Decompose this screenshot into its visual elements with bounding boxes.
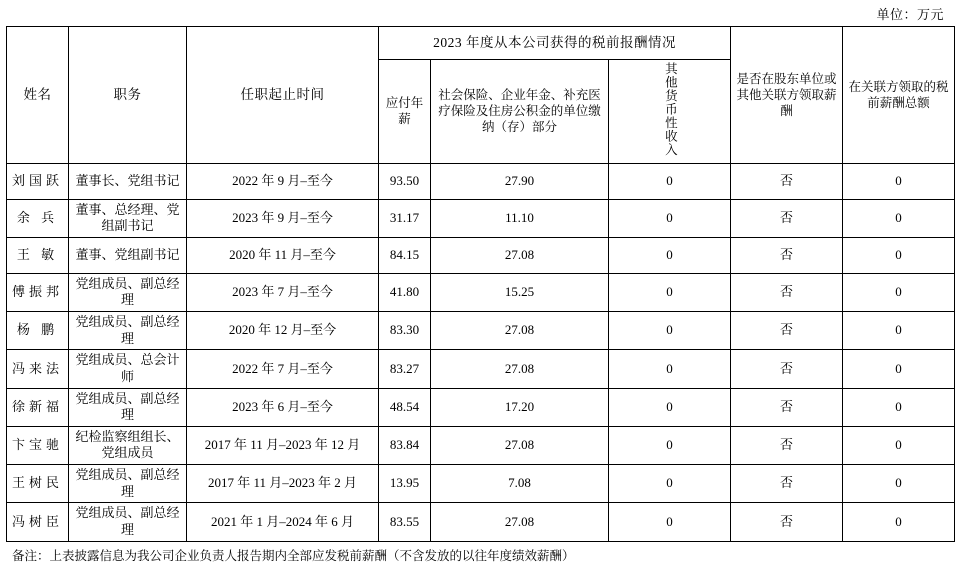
cell-insurance: 27.08 — [431, 312, 609, 350]
cell-shareholder: 否 — [731, 350, 843, 388]
cell-title: 党组成员、总会计师 — [69, 350, 187, 388]
cell-salary: 84.15 — [379, 237, 431, 273]
table-row — [7, 503, 955, 541]
table-header — [7, 27, 955, 164]
cell-shareholder: 否 — [731, 312, 843, 350]
cell-title: 党组成员、副总经理 — [69, 388, 187, 426]
cell-other: 0 — [609, 350, 731, 388]
cell-other: 0 — [609, 503, 731, 541]
table-row — [7, 426, 955, 464]
column-header-other-income-text: 其他货币性收入 — [663, 62, 677, 157]
cell-other: 0 — [609, 163, 731, 199]
cell-name: 王 敏 — [7, 237, 69, 273]
cell-period: 2021 年 1 月–2024 年 6 月 — [187, 503, 379, 541]
cell-title: 董事长、党组书记 — [69, 163, 187, 199]
table-footnote: 备注：上表披露信息为我公司企业负责人报告期内全部应发税前薪酬（不含发放的以往年度绩效薪酬） — [6, 542, 954, 565]
column-header-title: 职务 — [69, 27, 187, 164]
cell-other: 0 — [609, 426, 731, 464]
cell-period: 2022 年 9 月–至今 — [187, 163, 379, 199]
table-row — [7, 465, 955, 503]
cell-name: 王树民 — [7, 465, 69, 503]
cell-other: 0 — [609, 388, 731, 426]
cell-salary: 41.80 — [379, 273, 431, 311]
cell-period: 2023 年 9 月–至今 — [187, 199, 379, 237]
cell-other: 0 — [609, 465, 731, 503]
column-header-insurance: 社会保险、企业年金、补充医疗保险及住房公积金的单位缴纳（存）部分 — [431, 60, 609, 164]
cell-name: 卞宝驰 — [7, 426, 69, 464]
cell-related-total: 0 — [843, 426, 955, 464]
cell-other: 0 — [609, 273, 731, 311]
table-body — [7, 163, 955, 541]
cell-other: 0 — [609, 312, 731, 350]
cell-title: 董事、总经理、党组副书记 — [69, 199, 187, 237]
cell-name: 刘国跃 — [7, 163, 69, 199]
cell-shareholder: 否 — [731, 273, 843, 311]
cell-salary: 13.95 — [379, 465, 431, 503]
cell-related-total: 0 — [843, 199, 955, 237]
cell-title: 纪检监察组组长、党组成员 — [69, 426, 187, 464]
column-header-related-total: 在关联方领取的税前薪酬总额 — [843, 27, 955, 164]
executive-compensation-table — [6, 26, 955, 542]
table-row — [7, 273, 955, 311]
cell-insurance: 27.08 — [431, 350, 609, 388]
cell-related-total: 0 — [843, 350, 955, 388]
cell-shareholder: 否 — [731, 465, 843, 503]
cell-insurance: 17.20 — [431, 388, 609, 426]
cell-shareholder: 否 — [731, 163, 843, 199]
cell-title: 董事、党组副书记 — [69, 237, 187, 273]
cell-insurance: 11.10 — [431, 199, 609, 237]
cell-salary: 83.30 — [379, 312, 431, 350]
cell-salary: 83.84 — [379, 426, 431, 464]
cell-shareholder: 否 — [731, 503, 843, 541]
cell-insurance: 27.08 — [431, 426, 609, 464]
table-row — [7, 237, 955, 273]
cell-related-total: 0 — [843, 503, 955, 541]
cell-insurance: 27.90 — [431, 163, 609, 199]
cell-salary: 83.27 — [379, 350, 431, 388]
column-header-other-income — [609, 60, 731, 164]
cell-title: 党组成员、副总经理 — [69, 503, 187, 541]
cell-insurance: 27.08 — [431, 237, 609, 273]
cell-shareholder: 否 — [731, 426, 843, 464]
cell-name: 余 兵 — [7, 199, 69, 237]
cell-related-total: 0 — [843, 237, 955, 273]
cell-period: 2023 年 6 月–至今 — [187, 388, 379, 426]
table-row — [7, 163, 955, 199]
cell-related-total: 0 — [843, 312, 955, 350]
cell-period: 2020 年 12 月–至今 — [187, 312, 379, 350]
table-row — [7, 388, 955, 426]
cell-other: 0 — [609, 237, 731, 273]
cell-shareholder: 否 — [731, 388, 843, 426]
unit-note: 单位：万元 — [6, 0, 954, 26]
cell-name: 冯来法 — [7, 350, 69, 388]
cell-insurance: 7.08 — [431, 465, 609, 503]
cell-period: 2020 年 11 月–至今 — [187, 237, 379, 273]
cell-period: 2017 年 11 月–2023 年 12 月 — [187, 426, 379, 464]
cell-period: 2017 年 11 月–2023 年 2 月 — [187, 465, 379, 503]
cell-title: 党组成员、副总经理 — [69, 312, 187, 350]
cell-other: 0 — [609, 199, 731, 237]
cell-insurance: 15.25 — [431, 273, 609, 311]
cell-related-total: 0 — [843, 465, 955, 503]
cell-related-total: 0 — [843, 388, 955, 426]
cell-name: 徐新福 — [7, 388, 69, 426]
column-header-name: 姓名 — [7, 27, 69, 164]
cell-salary: 48.54 — [379, 388, 431, 426]
table-row — [7, 350, 955, 388]
cell-period: 2023 年 7 月–至今 — [187, 273, 379, 311]
cell-related-total: 0 — [843, 163, 955, 199]
cell-related-total: 0 — [843, 273, 955, 311]
column-header-shareholder-pay: 是否在股东单位或其他关联方领取薪酬 — [731, 27, 843, 164]
cell-name: 杨 鹏 — [7, 312, 69, 350]
cell-insurance: 27.08 — [431, 503, 609, 541]
column-header-period: 任职起止时间 — [187, 27, 379, 164]
cell-shareholder: 否 — [731, 237, 843, 273]
table-row — [7, 312, 955, 350]
cell-salary: 93.50 — [379, 163, 431, 199]
cell-title: 党组成员、副总经理 — [69, 273, 187, 311]
table-row — [7, 199, 955, 237]
column-header-compensation-group: 2023 年度从本公司获得的税前报酬情况 — [379, 27, 731, 60]
cell-title: 党组成员、副总经理 — [69, 465, 187, 503]
cell-salary: 31.17 — [379, 199, 431, 237]
cell-name: 冯树臣 — [7, 503, 69, 541]
header-row-group — [7, 27, 955, 60]
cell-period: 2022 年 7 月–至今 — [187, 350, 379, 388]
column-header-payable-salary: 应付年薪 — [379, 60, 431, 164]
cell-name: 傅振邦 — [7, 273, 69, 311]
cell-salary: 83.55 — [379, 503, 431, 541]
cell-shareholder: 否 — [731, 199, 843, 237]
